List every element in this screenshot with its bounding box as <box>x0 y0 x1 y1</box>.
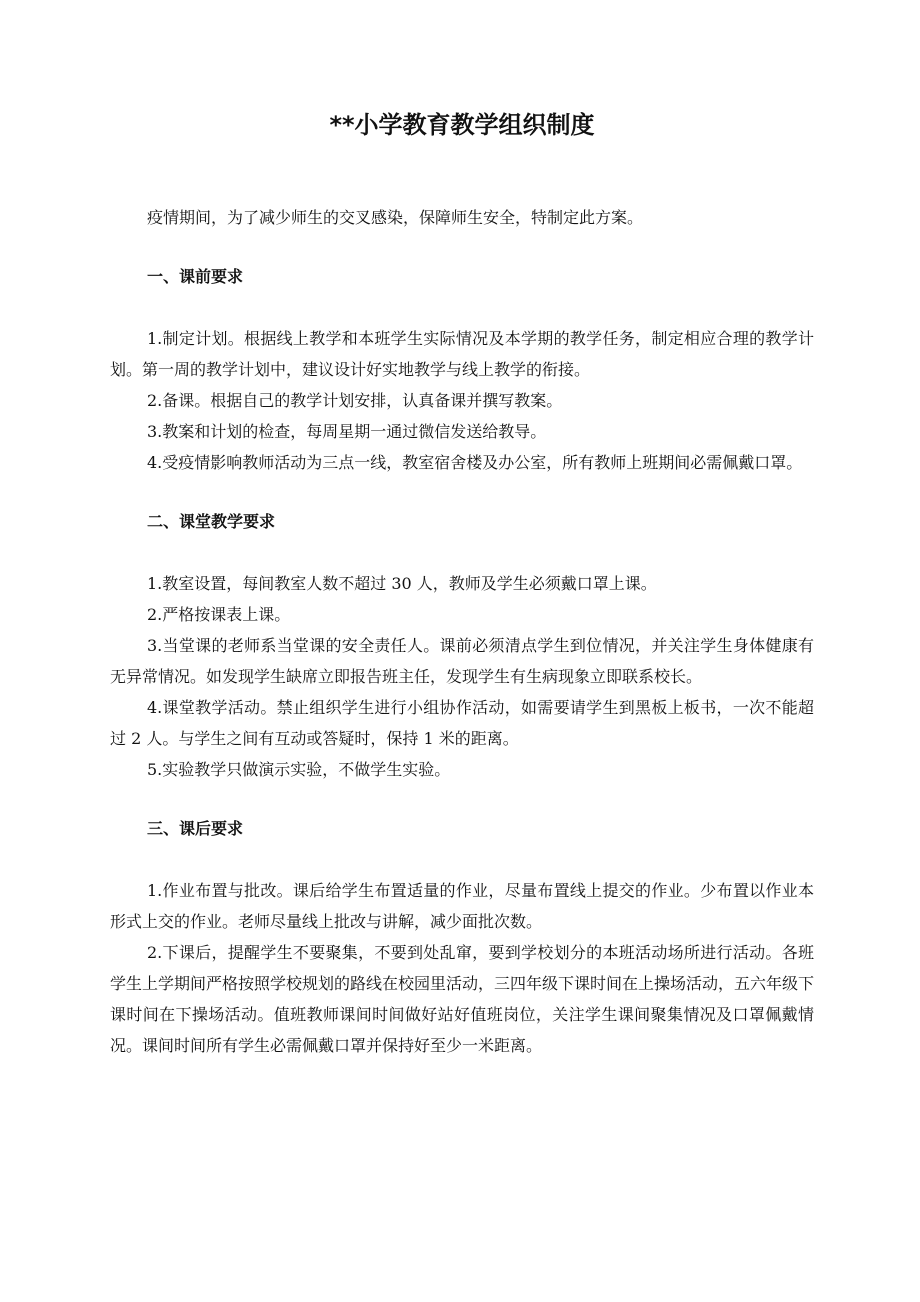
section-paragraph: 1.制定计划。根据线上教学和本班学生实际情况及本学期的教学任务，制定相应合理的教学计划。第一周的教学计划中，建议设计好实地教学与线上教学的衔接。 <box>110 329 814 379</box>
section-paragraph: 4.课堂教学活动。禁止组织学生进行小组协作活动，如需要请学生到黑板上板书，一次不能超过 2 人。与学生之间有互动或答疑时，保持 1 米的距离。 <box>110 698 814 748</box>
section-paragraph: 3.当堂课的老师系当堂课的安全责任人。课前必须清点学生到位情况，并关注学生身体健康有无异常情况。如发现学生缺席立即报告班主任，发现学生有生病现象立即联系校长。 <box>110 636 814 686</box>
intro-paragraph: 疫情期间，为了减少师生的交叉感染，保障师生安全，特制定此方案。 <box>147 208 644 227</box>
section-paragraph: 3.教案和计划的检查，每周星期一通过微信发送给教导。 <box>147 422 547 441</box>
document-title: **小学教育教学组织制度 <box>329 111 595 139</box>
section-paragraph: 1.教室设置，每间教室人数不超过 30 人，教师及学生必须戴口罩上课。 <box>147 574 657 593</box>
section-pre-class <box>110 261 814 478</box>
section-body <box>110 323 814 478</box>
section-heading: 一、课前要求 <box>147 267 244 286</box>
section-paragraph: 4.受疫情影响教师活动为三点一线，教室宿舍楼及办公室，所有教师上班期间必需佩戴口罩。 <box>147 453 803 472</box>
section-after-class <box>110 813 814 1061</box>
section-in-class <box>110 506 814 785</box>
section-paragraph: 2.严格按课表上课。 <box>147 605 291 624</box>
section-body <box>110 875 814 1061</box>
section-heading: 三、课后要求 <box>147 819 244 838</box>
section-paragraph: 2.备课。根据自己的教学计划安排，认真备课并撰写教案。 <box>147 391 563 410</box>
section-body <box>110 568 814 785</box>
section-heading: 二、课堂教学要求 <box>147 512 276 531</box>
section-paragraph: 1.作业布置与批改。课后给学生布置适量的作业，尽量布置线上提交的作业。少布置以作业本形式上交的作业。老师尽量线上批改与讲解，减少面批次数。 <box>110 881 814 931</box>
section-paragraph: 2.下课后，提醒学生不要聚集，不要到处乱窜，要到学校划分的本班活动场所进行活动。各班学生上学期间严格按照学校规划的路线在校园里活动，三四年级下课时间在上操场活动，五六年级下课时间在下操场活动。值班教师课间时间做好站好值班岗位，关注学生课间聚集情况及口罩佩戴情况。课间时间所有学生必需佩戴口罩并保持好至少一米距离。 <box>110 943 815 1055</box>
section-paragraph: 5.实验教学只做演示实验，不做学生实验。 <box>147 760 451 779</box>
